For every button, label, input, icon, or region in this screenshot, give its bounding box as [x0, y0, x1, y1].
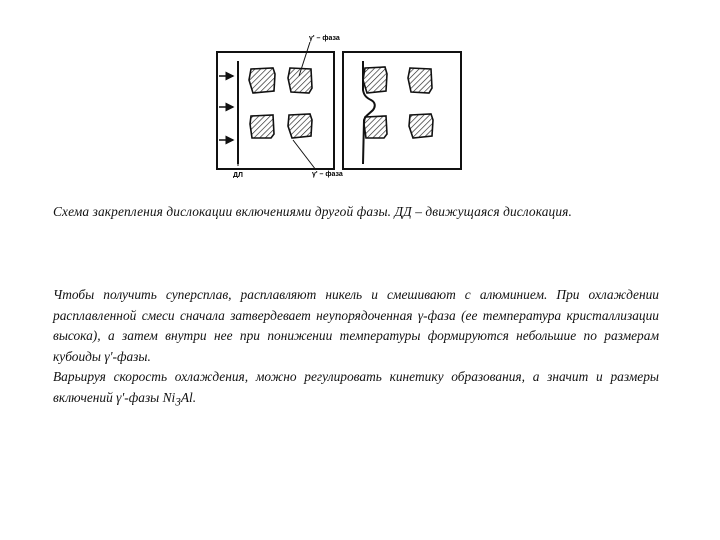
paragraph-2-text: Варьируя скорость охлаждения, можно регулировать кинетику образования, а значит и размеры включений γ'-фазы Ni — [53, 369, 659, 405]
dislocation-pinning-diagram — [205, 28, 475, 178]
gamma-prime-precipitates-left — [249, 68, 312, 138]
gamma-prime-top-label: γ' – фаза — [309, 35, 340, 42]
body-text — [53, 285, 659, 413]
left-panel — [217, 52, 334, 169]
paragraph-1: Чтобы получить суперсплав, расплавляют никель и смешивают с алюминием. При охлаждении расплавленной смеси сначала затвердевает неупорядоченная γ-фаза (ее температура кристаллизации высока), а затем внутри нее при понижении температуры формируются небольшие по размерам кубоиды γ'-фазы. — [53, 287, 659, 364]
figure-caption: Схема закрепления дислокации включениями другой фазы. ДД – движущаяся дислокация. — [53, 204, 572, 219]
paragraph-2 — [53, 367, 659, 413]
dd-label: ДЛ — [233, 172, 243, 178]
paragraph-2-subscript: 3 — [175, 396, 181, 409]
gamma-prime-bottom-leader — [293, 140, 316, 170]
gamma-prime-bottom-label: γ' – фаза — [312, 171, 343, 178]
paragraph-2-end: Al. — [180, 389, 197, 405]
incoming-arrows — [219, 76, 233, 140]
right-panel — [343, 52, 461, 169]
